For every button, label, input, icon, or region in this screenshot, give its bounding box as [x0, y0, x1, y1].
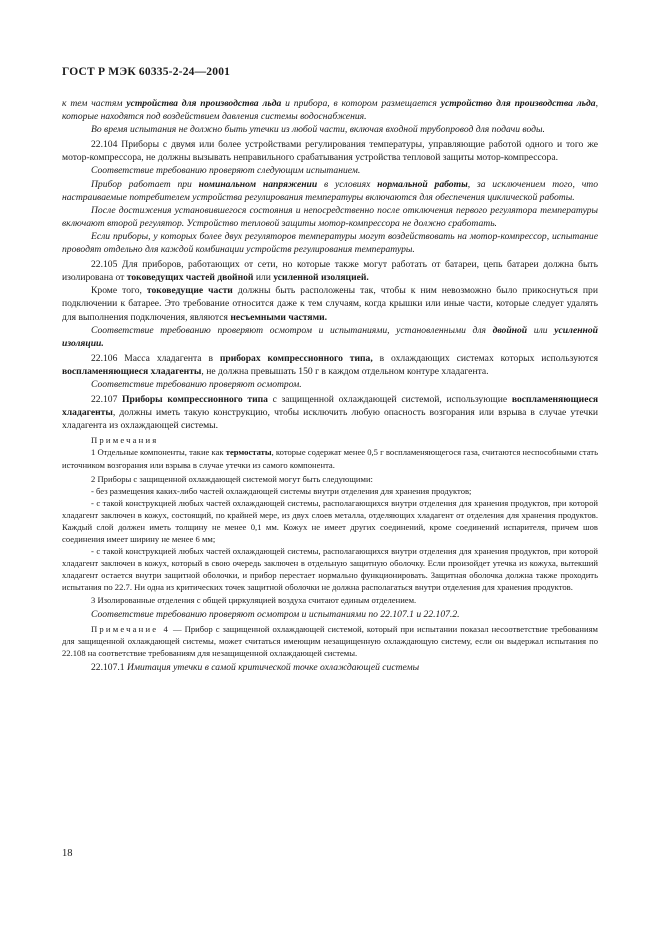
note-1: 1 Отдельные компоненты, такие как термостаты, которые содержат менее 0,5 г воспламеняющегося газа, считаются неспособными стать источником возгорания или взрыва в случае утечки из самого компонента. [62, 447, 598, 470]
compliance-test-22-104: Соответствие требованию проверяют следующим испытанием. [91, 165, 361, 177]
paragraph-ice-maker-parts: к тем частям устройства для производства льда и прибора, в котором размещается устройство для производства льда, которые находятся под воздействием давления системы водоснабжения. [62, 98, 599, 123]
clause-22-105: 22.105 Для приборов, работающих от сети, но которые также могут работать от батареи, цепь батареи должна быть изолирована от токоведущих частей двойной или усиленной изоляцией. [62, 259, 598, 284]
compliance-test-22-105: Соответствие требованию проверяют осмотром и испытаниями, установленными для двойной или усиленной изоляции. [62, 324, 599, 349]
paragraph-test-conditions: Прибор работает при номинальном напряжении в условиях нормальной работы, за исключением того, что настраиваемые потребителем устройства регулирования температуры включаются для обеспечения циклической работы. [62, 178, 598, 203]
clause-22-107-1: 22.107.1 Имитация утечки в самой критической точке охлаждающей системы [91, 662, 420, 674]
note-2-item-c: - с такой конструкцией любых частей охлаждающей системы, располагающихся внутри отделения для хранения продуктов, при которой хладагент заключен в кожух, который в свою очередь заключен в отдельную защитную оболочку. Если произойдет утечка из кожуха, вытекший хладагент остается внутри защитной оболочки, и прибор перестает нормально функционировать. Защитная оболочка должна также проходить испытания по 22.7. Ни одна из критических точек защитной оболочки не должна располагаться внутри отделения для хранения продуктов. [62, 546, 598, 593]
paragraph-steady-state: После достижения установившегося состояния и непосредственно после отключения первого регулятора температуры включают второй регулятор. Устройство тепловой защиты мотор-компрессора не должно сработать. [62, 204, 598, 229]
document-header: ГОСТ Р МЭК 60335-2-24—2001 [62, 66, 231, 78]
clause-22-104: 22.104 Приборы с двумя или более устройствами регулирования температуры, управляющие работой одного и того же мотор-компрессора, не должны вызывать неправильного срабатывания устройства тепловой защиты мотор-компрессора. [62, 139, 598, 164]
clause-22-106: 22.106 Масса хладагента в приборах компрессионного типа, в охлаждающих системах которых используются воспламеняющиеся хладагенты, не должна превышать 150 г в каждом отдельном контуре хладагента. [62, 352, 599, 377]
note-2-item-b: - с такой конструкцией любых частей охлаждающей системы, располагающихся внутри отделения для хранения продуктов, при которой хладагент заключен в кожух, состоящий, по крайней мере, из двух слоев металла, отделяющих хладагент от отделения для хранения продуктов. Каждый слой должен иметь толщину не менее 0,1 мм. Кожух не имеет других соединений, кроме соединений испарителя, причем шов соединения имеет ширину не менее 6 мм; [62, 497, 598, 545]
paragraph-multiple-regulators: Если приборы, у которых более двух регуляторов температуры могут воздействовать на мотор-компрессор, испытание проводят отдельно для каждой комбинации устройств регулирования температуры. [62, 230, 598, 256]
page-number: 18 [62, 848, 73, 859]
note-2: 2 Приборы с защищенной охлаждающей системой могут быть следующими: [91, 473, 373, 484]
compliance-test-22-107: Соответствие требованию проверяют осмотром и испытаниями по 22.107.1 и 22.107.2. [91, 608, 460, 620]
note-3: 3 Изолированные отделения с общей циркуляцией воздуха считают единым отделением. [91, 594, 417, 605]
compliance-test-22-106: Соответствие требованию проверяют осмотром. [91, 378, 302, 390]
page-content [62, 97, 598, 674]
paragraph-live-parts: Кроме того, токоведущие части должны быть расположены так, чтобы к ним невозможно было прикоснуться при подключении к батарее. Это требование относится даже к тем случаям, когда крышки или иные части, которые следует удалять для выполнения подключения, являются несъемными частями. [62, 285, 598, 323]
note-2-item-a: - без размещения каких-либо частей охлаждающей системы внутри отделения для хранения продуктов; [91, 485, 472, 496]
note-4: Примечание 4 — Прибор с защищенной охлаждающей системой, который при испытании показал несоответствие требованиям для защищенной охлаждающей системы, может считаться имеющим незащищенную охлаждающую систему, если он выдержал испытания по 22.108 на соответствие требованиям для незащищенной охлаждающей системы. [62, 623, 598, 658]
clause-22-107: 22.107 Приборы компрессионного типа с защищенной охлаждающей системой, использующие воспламеняющиеся хладагенты, должны иметь такую конструкцию, чтобы исключить любую опасность возгорания или взрыва в случае утечки хладагента из охлаждающей системы. [62, 394, 599, 432]
paragraph-no-leak: Во время испытания не должно быть утечки из любой части, включая входной трубопровод для подачи воды. [91, 124, 545, 136]
notes-title: Примечания [91, 435, 159, 446]
